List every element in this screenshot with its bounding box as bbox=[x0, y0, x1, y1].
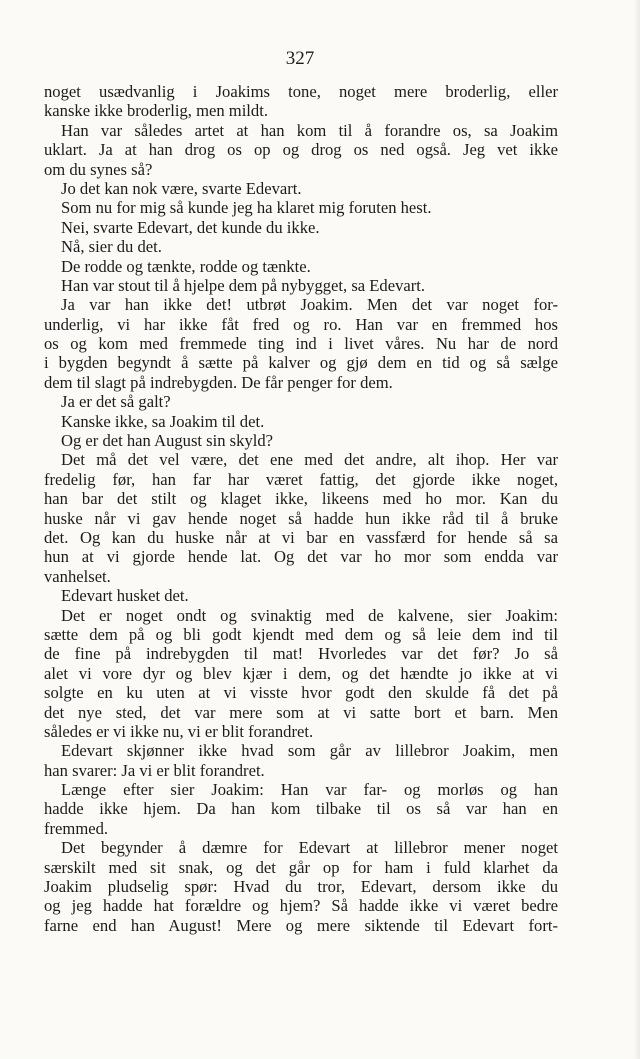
text-line: os og kom med fremmede ting ind i livet våres. Nu har de nord bbox=[44, 334, 558, 354]
text-line: Det må det vel være, det ene med det andre, alt ihop. Her var bbox=[61, 450, 558, 470]
text-line: de fine på indrebygden til mat! Hvorledes var det før? Jo så bbox=[44, 644, 558, 664]
text-line: særskilt med sit snak, og det går op for ham i fuld klarhet da bbox=[44, 857, 558, 877]
text-line: således er vi ikke nu, vi er blit forandret. bbox=[44, 721, 314, 741]
text-line: han svarer: Ja vi er blit forandret. bbox=[44, 760, 265, 780]
text-line: Som nu for mig så kunde jeg ha klaret mig foruten hest. bbox=[61, 198, 432, 218]
text-line: om du synes så? bbox=[44, 159, 153, 179]
text-line: solgte en ku uten at vi visste hvor godt den skulde få det på bbox=[44, 683, 558, 703]
text-line: det nye sted, det var mere som at vi satte bort et barn. Men bbox=[44, 702, 558, 722]
text-line: De rodde og tænkte, rodde og tænkte. bbox=[61, 256, 311, 276]
text-line: hun at vi gjorde hende lat. Og det var ho mor som endda var bbox=[44, 547, 558, 567]
text-line: han bar det stilt og klaget ikke, likeens med ho mor. Kan du bbox=[44, 489, 558, 509]
page-number: 327 bbox=[285, 48, 315, 69]
text-line: Joakim pludselig spør: Hvad du tror, Edevart, dersom ikke du bbox=[44, 877, 558, 897]
text-line: Nå, sier du det. bbox=[61, 237, 162, 257]
text-line: hadde ikke hjem. Da han kom tilbake til os så var han en bbox=[44, 799, 558, 819]
text-line: uklart. Ja at han drog os op og drog os ned også. Jeg vet ikke bbox=[44, 140, 558, 160]
text-line: Ja er det så galt? bbox=[61, 392, 171, 412]
text-line: Det begynder å dæmre for Edevart at lillebror mener noget bbox=[61, 838, 558, 858]
text-line: sætte dem på og bli godt kjendt med dem og så leie dem ind til bbox=[44, 624, 558, 644]
text-line: Jo det kan nok være, svarte Edevart. bbox=[61, 178, 302, 198]
text-line: alet vi vore dyr og blev kjær i dem, og det hændte jo ikke at vi bbox=[44, 663, 558, 683]
text-line: Det er noget ondt og svinaktig med de kalvene, sier Joakim: bbox=[61, 605, 558, 625]
text-line: i bygden begyndt å sætte på kalver og gjø dem en tid og så sælge bbox=[44, 353, 558, 373]
text-line: dem til slagt på indrebygden. De får penger for dem. bbox=[44, 372, 393, 392]
text-line: kanske ikke broderlig, men mildt. bbox=[44, 101, 268, 121]
text-line: huske når vi gav hende noget så hadde hun ikke råd til å bruke bbox=[44, 508, 558, 528]
text-line: Edevart husket det. bbox=[61, 586, 189, 606]
text-line: og jeg hadde hat forældre og hjem? Så hadde ikke vi været bedre bbox=[44, 896, 558, 916]
text-line: noget usædvanlig i Joakims tone, noget mere broderlig, eller bbox=[44, 82, 558, 101]
text-line: fredelig før, han far har været fattig, det gjorde ikke noget, bbox=[44, 469, 558, 489]
text-line: Kanske ikke, sa Joakim til det. bbox=[61, 411, 265, 431]
text-line: vanhelset. bbox=[44, 566, 111, 586]
body-text bbox=[44, 82, 558, 935]
text-line: Og er det han August sin skyld? bbox=[61, 431, 274, 451]
text-line: Længe efter sier Joakim: Han var far- og morløs og han bbox=[61, 780, 558, 800]
text-line: Ja var han ikke det! utbrøt Joakim. Men det var noget for- bbox=[61, 295, 558, 315]
text-line: fremmed. bbox=[44, 818, 109, 838]
text-line: det. Og kan du huske når at vi bar en vassfærd for hende så sa bbox=[44, 527, 558, 547]
text-line: farne end han August! Mere og mere siktende til Edevart fort- bbox=[44, 915, 558, 935]
text-line: Han var således artet at han kom til å forandre os, sa Joakim bbox=[61, 120, 558, 140]
text-line: Han var stout til å hjelpe dem på nybygget, sa Edevart. bbox=[61, 275, 426, 295]
text-line: Nei, svarte Edevart, det kunde du ikke. bbox=[61, 217, 320, 237]
text-line: underlig, vi har ikke fåt fred og ro. Han var en fremmed hos bbox=[44, 314, 558, 334]
text-line: Edevart skjønner ikke hvad som går av lillebror Joakim, men bbox=[61, 741, 558, 761]
